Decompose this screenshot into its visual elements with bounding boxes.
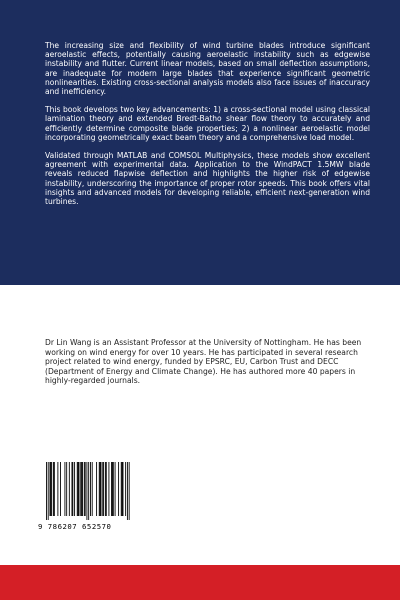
- description-paragraph-2: This book develops two key advancements: 1) a cross-sectional model using classical lamination theory and extended Bredt-Batho shear flow theory to accurately and efficiently determine composite blade properties; 2) a nonlinear aeroelastic model incorporating geometrically exact beam theory and a comprehensive load model.: [45, 105, 370, 142]
- description-paragraph-3: Validated through MATLAB and COMSOL Multiphysics, these models show excellent agreement with experimental data. Application to the WindPACT 1.5MW blade reveals reduced flapwise deflection and highlights the higher risk of edgewise instability, underscoring the importance of proper rotor speeds. This book offers vital insights and advanced models for developing reliable, efficient next-generation wind turbines.: [45, 151, 370, 207]
- barcode-bar: [54, 462, 55, 516]
- author-bio: Dr Lin Wang is an Assistant Professor at the University of Nottingham. He has been working on wind energy for over 10 years. He has participated in several research project related to wind energy, funded by EPSRC, EU, Carbon Trust and DECC (Department of Energy and Climate Change). He has authored more 40 papers in highly-regarded journals.: [45, 338, 362, 386]
- barcode-bar: [79, 462, 80, 516]
- barcode-bar: [72, 462, 73, 516]
- barcode-bar: [90, 462, 91, 516]
- barcode-bar: [100, 462, 101, 516]
- barcode-bar: [122, 462, 123, 516]
- blurb-panel: [0, 0, 400, 285]
- barcode-bar: [99, 462, 100, 516]
- barcode-bar: [74, 462, 75, 516]
- barcode-bar: [57, 462, 58, 516]
- barcode-bar: [66, 462, 67, 516]
- barcode-bar: [88, 462, 89, 520]
- barcode-bar: [125, 462, 126, 516]
- description-paragraph-1: The increasing size and flexibility of wind turbine blades introduce significant aeroelastic effects, potentially causing aeroelastic instability such as edgewise instability and flutter. Current linear models, based on small deflection assumptions, are inadequate for modern large blades that experience significant geometric nonlinearities. Existing cross-sectional analysis models also face issues of inaccuracy and inefficiency.: [45, 41, 370, 97]
- barcode-bar: [64, 462, 65, 516]
- barcode-bar: [129, 462, 130, 520]
- barcode-bar: [85, 462, 86, 516]
- barcode-bar: [115, 462, 116, 516]
- barcode-bar: [86, 462, 87, 520]
- barcode-bar: [96, 462, 97, 516]
- barcode-bar: [80, 462, 81, 516]
- barcode-bar: [108, 462, 109, 516]
- barcode-bar: [53, 462, 54, 516]
- barcode-bar: [112, 462, 113, 516]
- barcode-bar: [50, 462, 51, 516]
- barcode-bar: [82, 462, 83, 516]
- barcode-bar: [106, 462, 107, 516]
- barcode-bar: [102, 462, 103, 516]
- barcode-bar: [78, 462, 79, 516]
- book-description: [45, 41, 370, 215]
- footer-band: [0, 565, 400, 600]
- barcode-bar: [72, 462, 73, 516]
- barcode-bar: [127, 462, 128, 520]
- barcode-bar: [113, 462, 114, 516]
- barcode-bar: [84, 462, 85, 516]
- barcode-digits: 9 786207 652570: [38, 522, 112, 531]
- barcode-bar: [46, 462, 47, 520]
- barcode-bar: [111, 462, 112, 516]
- barcode-bar: [50, 462, 51, 516]
- barcode-bar: [103, 462, 104, 516]
- barcode-bars: [38, 462, 133, 520]
- isbn-barcode: [38, 462, 133, 533]
- barcode-bar: [69, 462, 70, 516]
- barcode-bar: [60, 462, 61, 516]
- barcode-bar: [121, 462, 122, 516]
- barcode-bar: [105, 462, 106, 516]
- barcode-bar: [123, 462, 124, 516]
- barcode-bar: [81, 462, 82, 516]
- barcode-bar: [51, 462, 52, 516]
- barcode-bar: [77, 462, 78, 516]
- barcode-bar: [48, 462, 49, 520]
- barcode-bar: [118, 462, 119, 516]
- barcode-bar: [101, 462, 102, 516]
- barcode-bar: [92, 462, 93, 516]
